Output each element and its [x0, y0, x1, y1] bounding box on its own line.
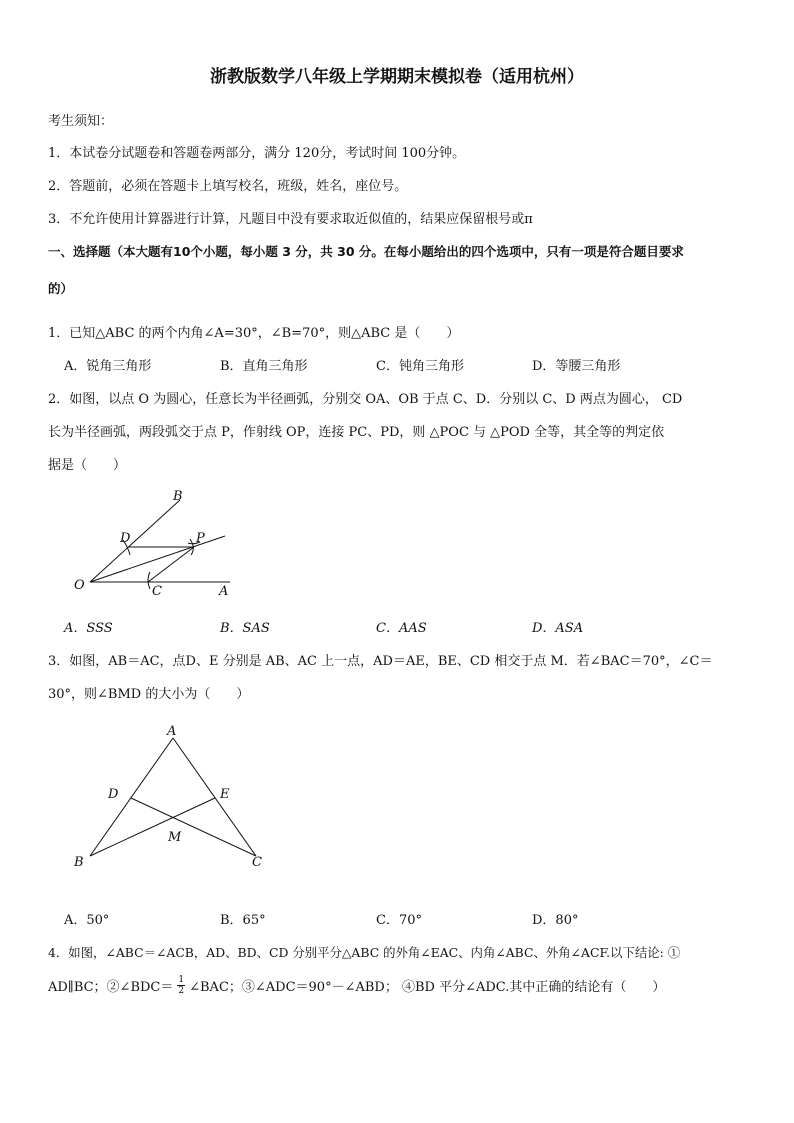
label-p: P	[196, 531, 205, 546]
fraction-numerator: 1	[178, 975, 185, 985]
q2-option-c: C．AAS	[376, 621, 427, 636]
notice-heading: 考生须知：	[48, 114, 114, 129]
q2-option-a: A．SSS	[64, 621, 113, 636]
q2-option-d: D．ASA	[532, 621, 584, 636]
question-3-line1: 3．如图，AB＝AC，点D、E 分别是 AB、AC 上一点，AD＝AE，BE、CD 相交于点 M．若∠BAC＝70°，∠C＝	[48, 654, 713, 669]
q3-option-d: D．80°	[532, 913, 579, 928]
question-2-line3: 据是（ ）	[48, 458, 127, 473]
section-heading-line1: 一、选择题（本大题有10个小题，每小题 3 分，共 30 分。在每小题给出的四个选项中，只有一项是符合题目要求	[48, 244, 684, 259]
q3-figure	[68, 718, 278, 878]
q4-line2-part2: ∠BAC；③∠ADC＝90°－∠ABD； ④BD 平分∠ADC.其中正确的结论有（ ）	[189, 980, 666, 995]
notice-item-3: 3．不允许使用计算器进行计算，凡题目中没有要求取近似值的，结果应保留根号或π	[48, 212, 533, 227]
notice-item-1: 1．本试卷分试题卷和答题卷两部分，满分 120分，考试时间 100分钟。	[48, 146, 466, 161]
label-a: A	[219, 584, 229, 599]
fraction-half	[177, 975, 185, 996]
q1-option-a: A．锐角三角形	[64, 359, 152, 374]
page-title: 浙教版数学八年级上学期期末模拟卷（适用杭州）	[210, 67, 584, 87]
q1-option-c: C．钝角三角形	[376, 359, 464, 374]
question-4-line1: 4．如图，∠ABC＝∠ACB，AD、BD、CD 分别平分△ABC 的外角∠EAC、内角∠ABC、外角∠ACF.以下结论: ①	[48, 945, 681, 960]
section-heading-line2: 的）	[48, 281, 74, 296]
label-d: D	[120, 531, 131, 546]
q2-option-b: B．SAS	[220, 621, 270, 636]
label-b: B	[74, 855, 84, 870]
q1-option-d: D．等腰三角形	[532, 359, 621, 374]
q2-figure	[60, 485, 250, 603]
q3-option-b: B．65°	[220, 913, 266, 928]
question-2-line2: 长为半径画弧，两段弧交于点 P，作射线 OP，连接 PC、PD，则 △POC 与 △POD 全等，其全等的判定依	[48, 425, 665, 440]
question-1-stem: 1．已知△ABC 的两个内角∠A=30°，∠B=70°，则△ABC 是（ ）	[48, 326, 460, 341]
segment-cd	[131, 798, 256, 856]
label-m: M	[168, 830, 182, 845]
ray-ob	[90, 500, 180, 582]
segment-pc	[148, 547, 194, 582]
label-c: C	[152, 584, 162, 599]
notice-item-2: 2．答题前，必须在答题卡上填写校名，班级，姓名，座位号。	[48, 179, 408, 194]
question-2-line1: 2．如图，以点 O 为圆心，任意长为半径画弧，分别交 OA、OB 于点 C、D．分别以 C、D 两点为圆心， CD	[48, 392, 683, 407]
label-o: O	[74, 578, 85, 593]
q3-option-a: A．50°	[64, 913, 110, 928]
label-e: E	[220, 787, 230, 802]
side-ab	[90, 738, 173, 856]
label-c: C	[252, 855, 262, 870]
label-b: B	[173, 489, 183, 504]
label-a: A	[167, 724, 177, 739]
segment-be	[90, 798, 215, 856]
side-ac	[173, 738, 256, 856]
q1-option-b: B．直角三角形	[220, 359, 308, 374]
fraction-denominator: 2	[178, 986, 185, 996]
q3-option-c: C．70°	[376, 913, 422, 928]
question-4-line2	[48, 975, 665, 996]
question-3-line2: 30°，则∠BMD 的大小为（ ）	[48, 687, 250, 702]
q4-line2-part1: AD∥BC；②∠BDC＝	[48, 980, 174, 995]
label-d: D	[108, 787, 119, 802]
